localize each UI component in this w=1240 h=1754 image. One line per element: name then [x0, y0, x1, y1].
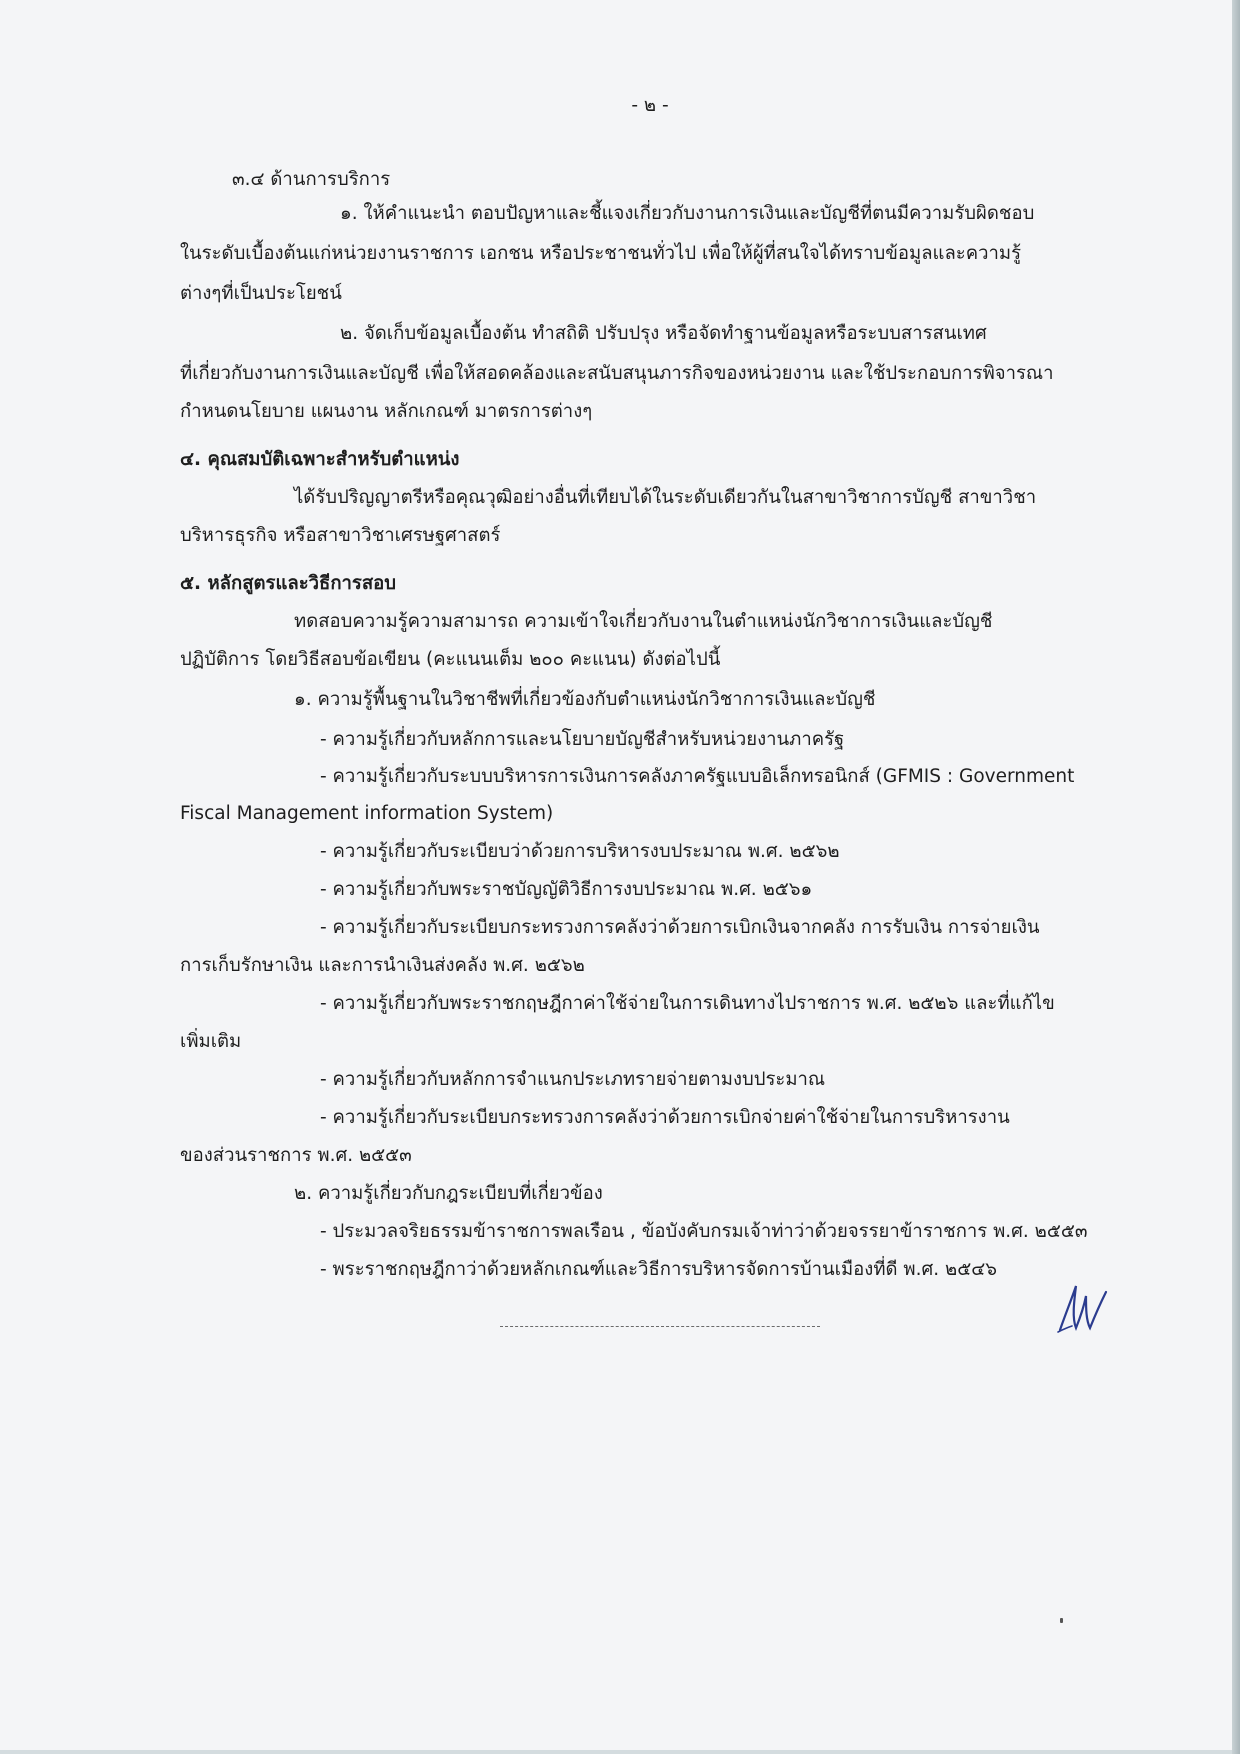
- exam-part2-heading: ๒. ความรู้เกี่ยวกับกฎระเบียบที่เกี่ยวข้อง: [294, 1183, 603, 1204]
- qualifications-heading: ๔. คุณสมบัติเฉพาะสำหรับตำแหน่ง: [180, 449, 460, 470]
- exam-part1-item-c: - ความรู้เกี่ยวกับระเบียบว่าด้วยการบริหารงบประมาณ พ.ศ. ๒๕๖๒: [320, 841, 840, 862]
- exam-part1-item-e-line1: - ความรู้เกี่ยวกับระเบียบกระทรวงการคลังว่าด้วยการเบิกเงินจากคลัง การรับเงิน การจ่ายเงิน: [320, 917, 1040, 938]
- exam-part1-item-b-line1: - ความรู้เกี่ยวกับระบบบริหารการเงินการคลังภาครัฐแบบอิเล็กทรอนิกส์ (GFMIS : Government: [320, 766, 1075, 787]
- scan-speck: [1060, 1618, 1063, 1623]
- exam-part1-item-f-line1: - ความรู้เกี่ยวกับพระราชกฤษฎีกาค่าใช้จ่ายในการเดินทางไปราชการ พ.ศ. ๒๕๒๖ และที่แก้ไข: [320, 993, 1055, 1014]
- qualifications-line2: บริหารธุรกิจ หรือสาขาวิชาเศรษฐศาสตร์: [180, 525, 501, 546]
- service-item1-line3: ต่างๆที่เป็นประโยชน์: [180, 283, 342, 304]
- exam-part1-item-e-line2: การเก็บรักษาเงิน และการนำเงินส่งคลัง พ.ศ. ๒๕๖๒: [180, 955, 585, 976]
- service-heading: ๓.๔ ด้านการบริการ: [232, 169, 391, 190]
- service-item2-line2: ที่เกี่ยวกับงานการเงินและบัญชี เพื่อให้สอดคล้องและสนับสนุนภารกิจของหน่วยงาน และใช้ประกอบการพิจารณา: [180, 363, 1054, 384]
- qualifications-line1: ได้รับปริญญาตรีหรือคุณวุฒิอย่างอื่นที่เทียบได้ในระดับเดียวกันในสาขาวิชาการบัญชี สาขาวิชา: [294, 487, 1037, 508]
- end-divider: [500, 1326, 820, 1327]
- signature-initials: [1050, 1278, 1120, 1338]
- exam-part1-item-a: - ความรู้เกี่ยวกับหลักการและนโยบายบัญชีสำหรับหน่วยงานภาครัฐ: [320, 729, 845, 750]
- exam-heading: ๕. หลักสูตรและวิธีการสอบ: [180, 573, 396, 594]
- exam-part1-item-g: - ความรู้เกี่ยวกับหลักการจำแนกประเภทรายจ่ายตามงบประมาณ: [320, 1069, 826, 1090]
- exam-intro-line2: ปฏิบัติการ โดยวิธีสอบข้อเขียน (คะแนนเต็ม ๒๐๐ คะแนน) ดังต่อไปนี้: [180, 649, 721, 670]
- exam-part1-item-h-line2: ของส่วนราชการ พ.ศ. ๒๕๕๓: [180, 1145, 412, 1166]
- exam-part2-item-a: - ประมวลจริยธรรมข้าราชการพลเรือน , ข้อบังคับกรมเจ้าท่าว่าด้วยจรรยาข้าราชการ พ.ศ. ๒๕๕๓: [320, 1221, 1088, 1242]
- exam-part1-item-h-line1: - ความรู้เกี่ยวกับระเบียบกระทรวงการคลังว่าด้วยการเบิกจ่ายค่าใช้จ่ายในการบริหารงาน: [320, 1107, 1010, 1128]
- exam-part1-heading: ๑. ความรู้พื้นฐานในวิชาชีพที่เกี่ยวข้องกับตำแหน่งนักวิชาการเงินและบัญชี: [294, 689, 876, 710]
- service-item1-line2: ในระดับเบื้องต้นแก่หน่วยงานราชการ เอกชน หรือประชาชนทั่วไป เพื่อให้ผู้ที่สนใจได้ทราบข้อมูลและความรู้: [180, 243, 1022, 264]
- service-item2-line3: กำหนดนโยบาย แผนงาน หลักเกณฑ์ มาตรการต่างๆ: [180, 401, 593, 422]
- exam-part2-item-b: - พระราชกฤษฎีกาว่าด้วยหลักเกณฑ์และวิธีการบริหารจัดการบ้านเมืองที่ดี พ.ศ. ๒๕๔๖: [320, 1259, 997, 1280]
- exam-part1-item-f-line2: เพิ่มเติม: [180, 1031, 242, 1052]
- exam-part1-item-b-line2: Fiscal Management information System): [180, 803, 554, 824]
- exam-part1-item-d: - ความรู้เกี่ยวกับพระราชบัญญัติวิธีการงบประมาณ พ.ศ. ๒๕๖๑: [320, 879, 813, 900]
- scan-edge: [1232, 0, 1240, 1754]
- service-item2-line1: ๒. จัดเก็บข้อมูลเบื้องต้น ทำสถิติ ปรับปรุง หรือจัดทำฐานข้อมูลหรือระบบสารสนเทศ: [340, 323, 987, 344]
- service-item1-line1: ๑. ให้คำแนะนำ ตอบปัญหาและชี้แจงเกี่ยวกับงานการเงินและบัญชีที่ตนมีความรับผิดชอบ: [340, 203, 1035, 224]
- page-number: - ๒ -: [631, 95, 669, 116]
- exam-intro-line1: ทดสอบความรู้ความสามารถ ความเข้าใจเกี่ยวกับงานในตำแหน่งนักวิชาการเงินและบัญชี: [294, 611, 993, 632]
